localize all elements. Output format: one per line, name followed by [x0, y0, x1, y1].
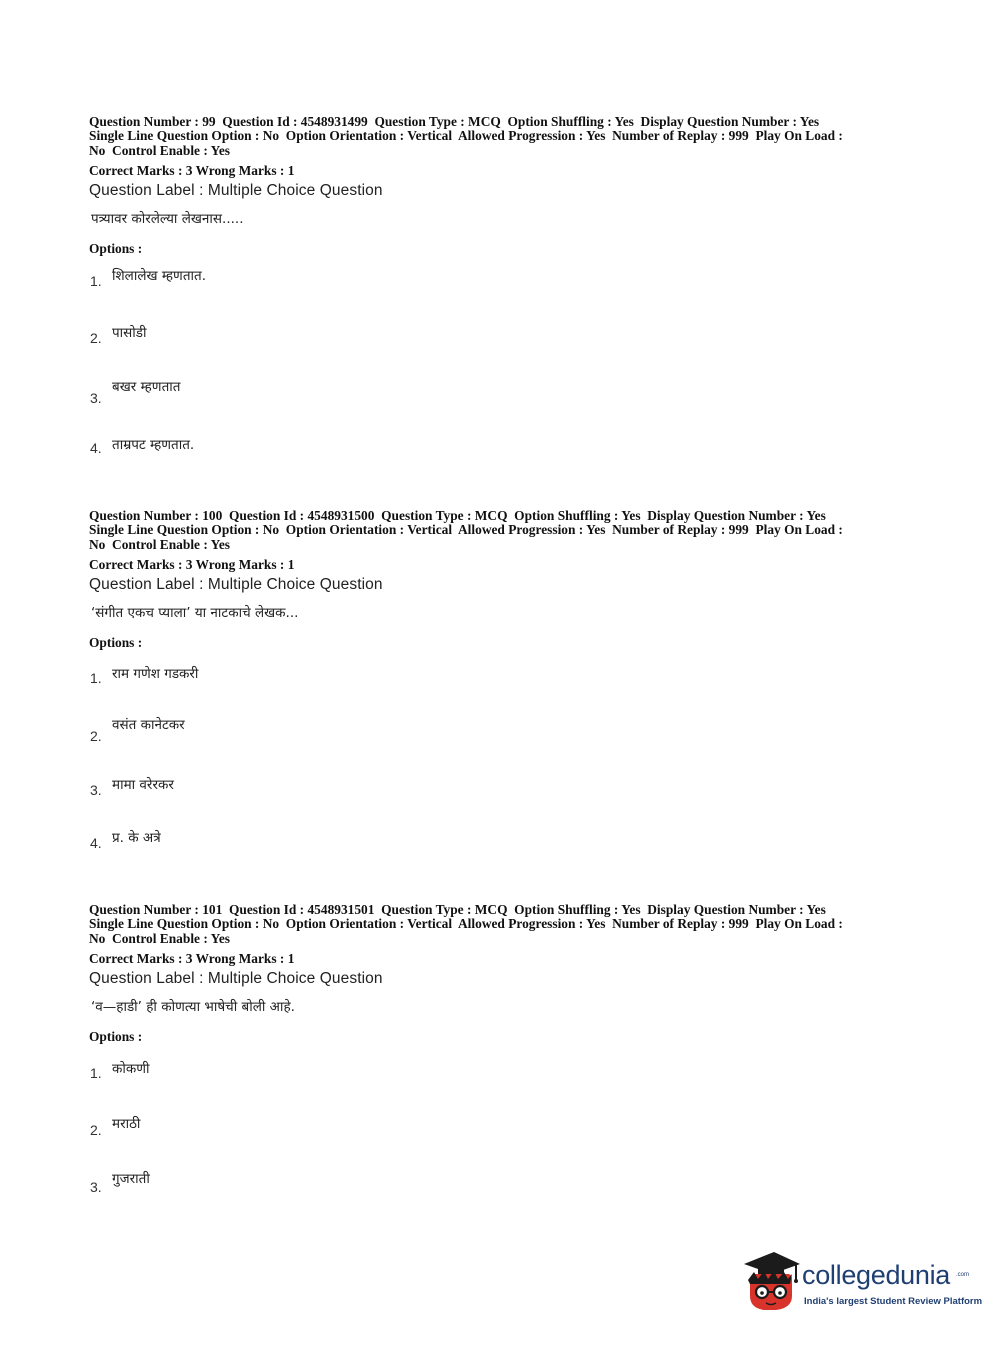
- option-item[interactable]: [89, 715, 489, 745]
- question-block-99: [89, 114, 919, 456]
- meta-line: Single Line Question Option : No Option Orientation : Vertical Allowed Progression : Yes Number of Replay : 999 Play On Load :: [89, 522, 843, 538]
- option-number: 2.: [90, 728, 102, 744]
- brand-domain-suffix: .com: [956, 1272, 970, 1278]
- option-text: प्र. के अत्रे: [112, 830, 161, 846]
- option-item[interactable]: [89, 1059, 489, 1089]
- option-text: पासोडी: [112, 325, 147, 341]
- question-meta: [89, 509, 919, 552]
- question-block-100: [89, 508, 919, 851]
- meta-line: Question Number : 99 Question Id : 4548931499 Question Type : MCQ Option Shuffling : Yes Display Question Number : Yes: [89, 114, 820, 129]
- option-item[interactable]: [89, 266, 489, 296]
- meta-line: Question Number : 101 Question Id : 4548931501 Question Type : MCQ Option Shuffling : Yes Display Question Number : Yes: [89, 902, 826, 917]
- question-label: Question Label : Multiple Choice Question: [89, 576, 383, 594]
- options-heading: Options :: [89, 635, 143, 651]
- option-number: 4.: [90, 440, 102, 456]
- brand-tagline: India's largest Student Review Platform: [804, 1296, 983, 1307]
- question-text: पत्र्यावर कोरलेल्या लेखनास.....: [91, 211, 244, 228]
- option-number: 2.: [90, 1122, 102, 1138]
- option-text: मामा वरेरकर: [112, 777, 174, 793]
- meta-line: No Control Enable : Yes: [89, 536, 230, 552]
- option-item[interactable]: [89, 1169, 489, 1199]
- option-item[interactable]: [89, 377, 489, 407]
- option-text: शिलालेख म्हणतात.: [112, 268, 206, 284]
- option-text: बखर म्हणतात: [112, 379, 181, 395]
- options-heading: Options :: [89, 241, 143, 257]
- brand-name: collegedunia: [802, 1260, 951, 1290]
- option-number: 4.: [90, 835, 102, 851]
- option-number: 3.: [90, 390, 102, 406]
- question-meta: [89, 115, 919, 158]
- meta-line: No Control Enable : Yes: [89, 930, 230, 946]
- option-number: 1.: [90, 273, 102, 289]
- option-number: 1.: [90, 1065, 102, 1081]
- option-item[interactable]: [89, 664, 489, 694]
- option-number: 2.: [90, 330, 102, 346]
- option-text: ताम्रपट म्हणतात.: [112, 437, 195, 453]
- question-meta: [89, 903, 919, 946]
- graduate-mascot-icon: [740, 1246, 802, 1316]
- question-text: ‘संगीत एकच प्याला’ या नाटकाचे लेखक...: [91, 605, 299, 622]
- meta-line: No Control Enable : Yes: [89, 142, 230, 158]
- question-label: Question Label : Multiple Choice Question: [89, 182, 383, 200]
- option-text: मराठी: [112, 1116, 141, 1132]
- option-number: 3.: [90, 1179, 102, 1195]
- question-marks: Correct Marks : 3 Wrong Marks : 1: [89, 557, 295, 573]
- question-marks: Correct Marks : 3 Wrong Marks : 1: [89, 951, 295, 967]
- option-text: कोकणी: [112, 1061, 150, 1077]
- question-marks: Correct Marks : 3 Wrong Marks : 1: [89, 163, 295, 179]
- option-item[interactable]: [89, 1114, 489, 1144]
- question-label: Question Label : Multiple Choice Question: [89, 970, 383, 988]
- option-text: राम गणेश गडकरी: [112, 666, 199, 682]
- option-number: 1.: [90, 670, 102, 686]
- option-item[interactable]: [89, 323, 489, 353]
- option-text: वसंत कानेटकर: [112, 717, 185, 733]
- collegedunia-logo: [740, 1246, 983, 1318]
- option-number: 3.: [90, 782, 102, 798]
- meta-line: Question Number : 100 Question Id : 4548931500 Question Type : MCQ Option Shuffling : Yes Display Question Number : Yes: [89, 508, 826, 523]
- meta-line: Single Line Question Option : No Option Orientation : Vertical Allowed Progression : Yes Number of Replay : 999 Play On Load :: [89, 128, 843, 144]
- options-heading: Options :: [89, 1029, 143, 1045]
- meta-line: Single Line Question Option : No Option Orientation : Vertical Allowed Progression : Yes Number of Replay : 999 Play On Load :: [89, 916, 843, 932]
- option-item[interactable]: [89, 433, 489, 463]
- option-item[interactable]: [89, 775, 489, 805]
- option-item[interactable]: [89, 828, 489, 858]
- option-text: गुजराती: [112, 1171, 150, 1187]
- question-text: ‘व—हाडी’ ही कोणत्या भाषेची बोली आहे.: [91, 999, 295, 1016]
- question-block-101: [89, 902, 919, 1195]
